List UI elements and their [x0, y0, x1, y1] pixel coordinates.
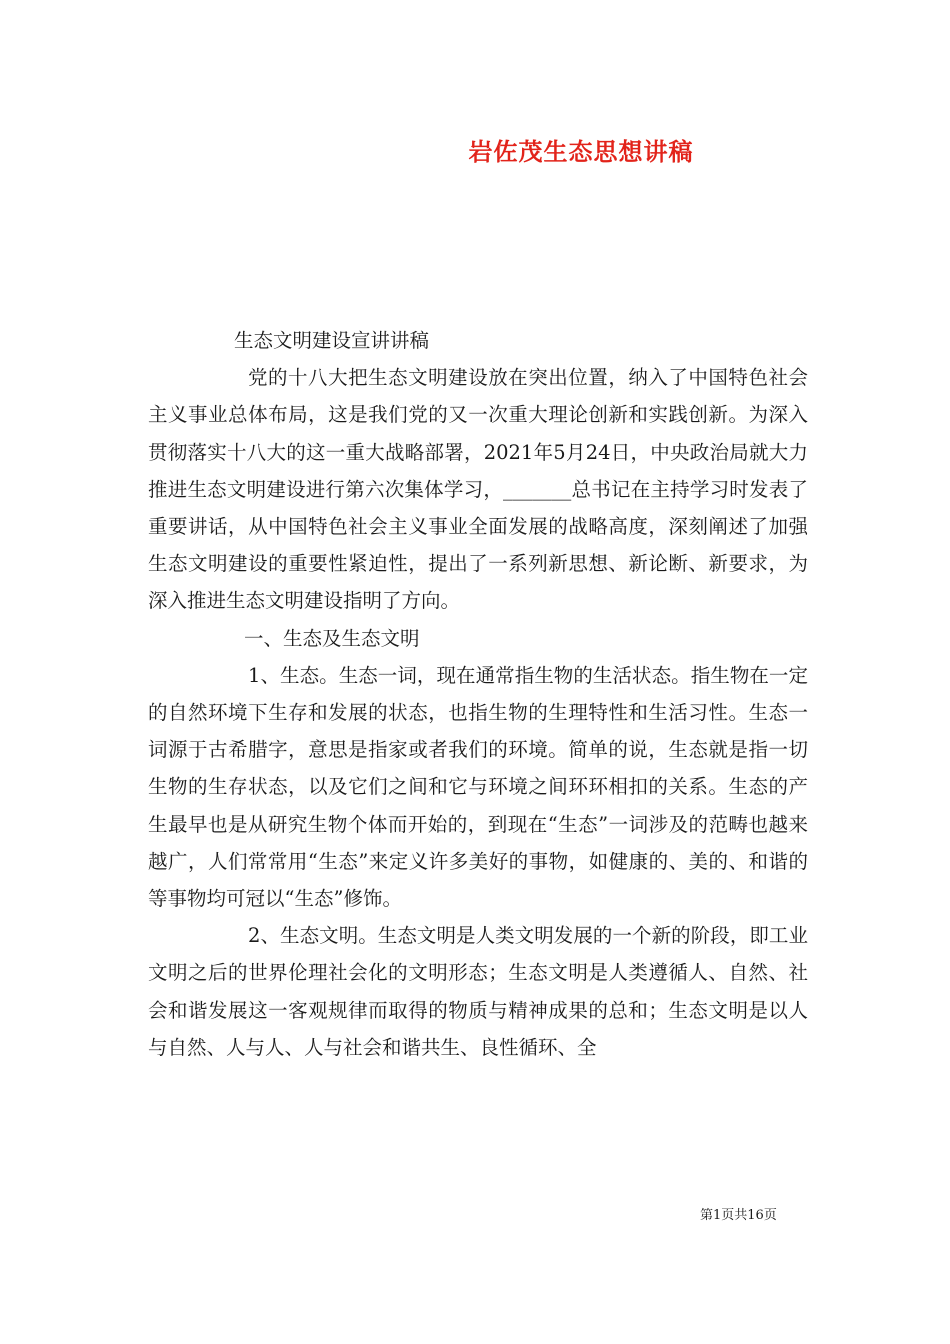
- document-body: [148, 322, 808, 1066]
- paragraph-intro: 党的十八大把生态文明建设放在突出位置，纳入了中国特色社会主义事业总体布局，这是我们党的又一次重大理论创新和实践创新。为深入贯彻落实十八大的这一重大战略部署，2021年5月24日，中央政治局就大力推进生态文明建设进行第六次集体学习，_______总书记在主持学习时发表了重要讲话，从中国特色社会主义事业全面发展的战略高度，深刻阐述了加强生态文明建设的重要性紧迫性，提出了一系列新思想、新论断、新要求，为深入推进生态文明建设指明了方向。: [148, 366, 808, 613]
- document-title: 岩佐茂生态思想讲稿: [468, 137, 694, 166]
- page-number: 第1页共16页: [700, 1208, 777, 1223]
- paragraph-ecology: 1、生态。生态一词，现在通常指生物的生活状态。指生物在一定的自然环境下生存和发展的状态，也指生物的生理特性和生活习性。生态一词源于古希腊字，意思是指家或者我们的环境。简单的说，生态就是指一切生物的生存状态，以及它们之间和它与环境之间环环相扣的关系。生态的产生最早也是从研究生物个体而开始的，到现在“生态”一词涉及的范畴也越来越广，人们常常用“生态”来定义许多美好的事物，如健康的、美的、和谐的等事物均可冠以“生态”修饰。: [148, 663, 808, 911]
- section-heading-1: 一、生态及生态文明: [244, 626, 420, 650]
- document-subtitle: 生态文明建设宣讲讲稿: [234, 329, 430, 352]
- paragraph-eco-civilization: 2、生态文明。生态文明是人类文明发展的一个新的阶段，即工业文明之后的世界伦理社会化的文明形态；生态文明是人类遵循人、自然、社会和谐发展这一客观规律而取得的物质与精神成果的总和；生态文明是以人与自然、人与人、人与社会和谐共生、良性循环、全: [148, 924, 808, 1059]
